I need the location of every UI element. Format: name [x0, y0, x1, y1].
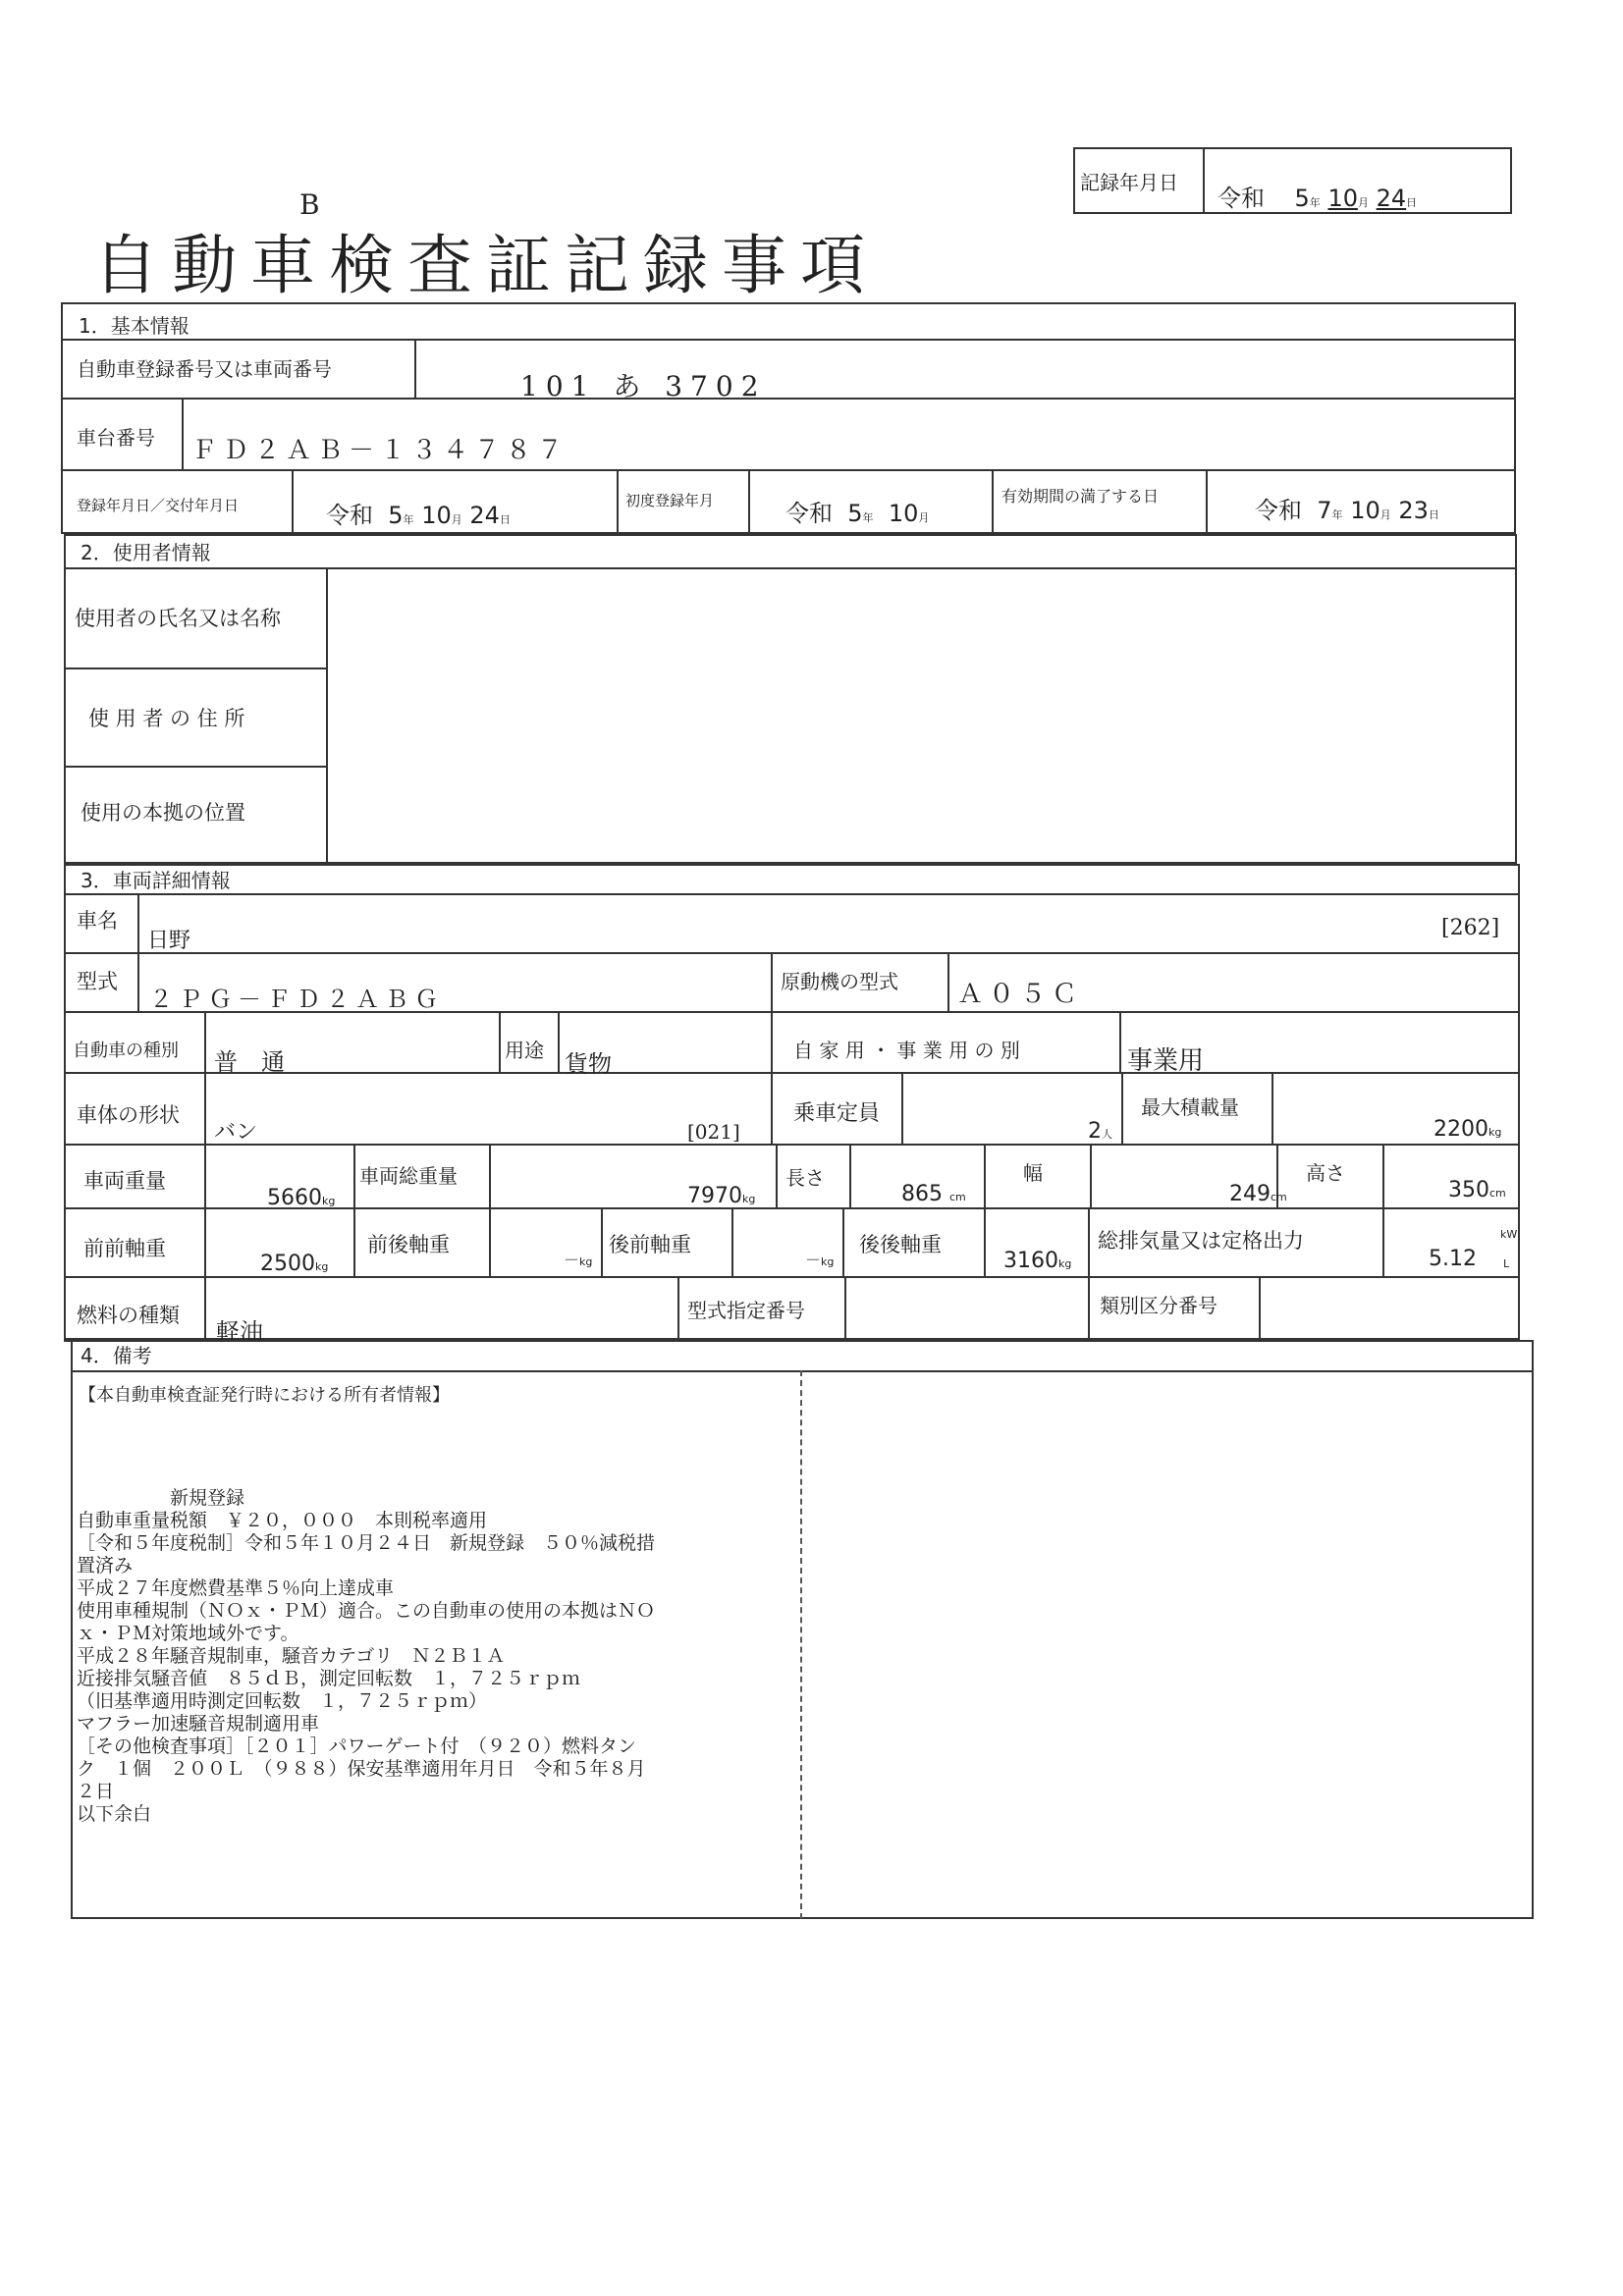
make-code: [262]	[1441, 916, 1500, 940]
document-title: 自動車検査証記録事項	[93, 228, 879, 303]
make-value: 日野	[147, 929, 191, 953]
length-label: 長さ	[785, 1166, 825, 1190]
class-number-label: 類別区分番号	[1100, 1294, 1217, 1317]
gross-weight-label: 車両総重量	[359, 1164, 458, 1188]
chassis-number-label: 車台番号	[77, 426, 155, 450]
gross-weight-value: 7970kg	[687, 1184, 756, 1208]
body-shape-label: 車体の形状	[77, 1103, 180, 1127]
usage-value: 貨物	[565, 1050, 612, 1078]
fuel-label: 燃料の種類	[77, 1304, 180, 1327]
category-label: 自動車の種別	[73, 1041, 179, 1061]
expiry-date: 令和 7年 10月 23日	[1255, 497, 1439, 524]
max-load-label: 最大積載量	[1141, 1095, 1239, 1119]
body-shape-value: バン	[214, 1120, 258, 1145]
registration-date: 令和 5年 10月 24日	[326, 502, 511, 529]
fuel-value: 軽油	[216, 1318, 263, 1346]
engine-model-value: Ａ０５Ｃ	[957, 980, 1084, 1009]
rf-axle-label: 後前軸重	[609, 1233, 691, 1256]
first-registration-label: 初度登録年月	[625, 492, 715, 509]
make-label: 車名	[77, 909, 118, 933]
width-label: 幅	[1023, 1161, 1043, 1185]
height-value: 350cm	[1448, 1178, 1506, 1202]
rr-axle-value: 3160kg	[1003, 1249, 1072, 1273]
private-commercial-value: 事業用	[1127, 1046, 1205, 1076]
owner-info-header: 【本自動車検査証発行時における所有者情報】	[79, 1385, 450, 1406]
displacement-label: 総排気量又は定格出力	[1098, 1229, 1304, 1253]
rf-axle-value: －kg	[805, 1251, 835, 1269]
fr-axle-value: －kg	[564, 1251, 593, 1269]
user-info-title: 2．使用者情報	[81, 541, 211, 564]
user-info-section	[64, 534, 1517, 864]
length-value: 865 cm	[901, 1182, 966, 1206]
capacity-value: 2人	[1088, 1119, 1112, 1144]
private-commercial-label: 自 家 用 ・ 事 業 用 の 別	[793, 1039, 1020, 1062]
first-registration: 令和 5年 10月	[785, 500, 930, 527]
type-designation-label: 型式指定番号	[687, 1299, 805, 1322]
ff-axle-label: 前前軸重	[83, 1237, 166, 1260]
usage-label: 用途	[505, 1039, 544, 1062]
vehicle-details-title: 3．車両詳細情報	[81, 869, 231, 892]
model-label: 型式	[77, 970, 118, 993]
engine-model-label: 原動機の型式	[781, 970, 898, 993]
user-address-label: 使 用 者 の 住 所	[88, 707, 245, 730]
registration-date-label: 登録年月日／交付年月日	[77, 497, 240, 514]
record-date-value: 令和 5年 10月 24日	[1217, 185, 1418, 212]
record-date-label: 記録年月日	[1080, 171, 1178, 194]
vehicle-weight-value: 5660kg	[267, 1186, 336, 1210]
body-shape-code: [021]	[687, 1120, 740, 1144]
base-location-label: 使用の本拠の位置	[81, 801, 245, 825]
expiry-label: 有効期間の満了する日	[1001, 487, 1160, 506]
remarks-title: 4．備考	[81, 1344, 152, 1367]
registration-number-label: 自動車登録番号又は車両番号	[77, 357, 332, 381]
liter-unit: L	[1503, 1257, 1510, 1270]
category-value: 普 通	[214, 1048, 285, 1076]
chassis-number: ＦＤ２ＡＢ－１３４７８７	[191, 436, 569, 465]
copy-mark: B	[299, 188, 320, 221]
height-label: 高さ	[1306, 1161, 1345, 1185]
fr-axle-label: 前後軸重	[367, 1233, 450, 1256]
capacity-label: 乗車定員	[793, 1101, 881, 1126]
vehicle-weight-label: 車両重量	[83, 1169, 166, 1193]
user-name-label: 使用者の氏名又は名称	[75, 607, 281, 630]
remarks-text: 新規登録 自動車重量税額 ￥２０，０００ 本則税率適用 ［令和５年度税制］令和５年１０月２４日 新規登録 ５０％減税措 置済み 平成２７年度燃費基準５％向上達成車 使用車種規制（ＮＯｘ・ＰＭ）適合。この自動車の使用の本拠はＮＯ ｘ・ＰＭ対策地域外です。 平成２８年騒音規制車，騒音カテゴリ Ｎ２Ｂ１Ａ 近接排気騒音値 ８５ｄＢ，測定回転数 １，７２５ｒｐｍ （旧基準適用時測定回転数 １，７２５ｒｐｍ） マフラー加速騒音規制適用車 ［その他検査事項］［２０１］パワーゲート付 （９２０）燃料タン ク １個 ２００Ｌ （９８８）保安基準適用年月日 令和５年８月 ２日 以下余白	[77, 1487, 656, 1825]
ff-axle-value: 2500kg	[260, 1252, 329, 1276]
basic-info-title: 1．基本情報	[79, 314, 189, 338]
kw-unit: kW	[1500, 1228, 1518, 1241]
max-load-value: 2200kg	[1434, 1117, 1502, 1142]
rr-axle-label: 後後軸重	[859, 1233, 942, 1256]
registration-number: 101 あ 3702	[520, 370, 767, 402]
displacement-value: 5.12	[1429, 1247, 1477, 1271]
width-value: 249cm	[1229, 1182, 1287, 1206]
model-value: ２ＰＧ－ＦＤ２ＡＢＧ	[149, 986, 444, 1013]
